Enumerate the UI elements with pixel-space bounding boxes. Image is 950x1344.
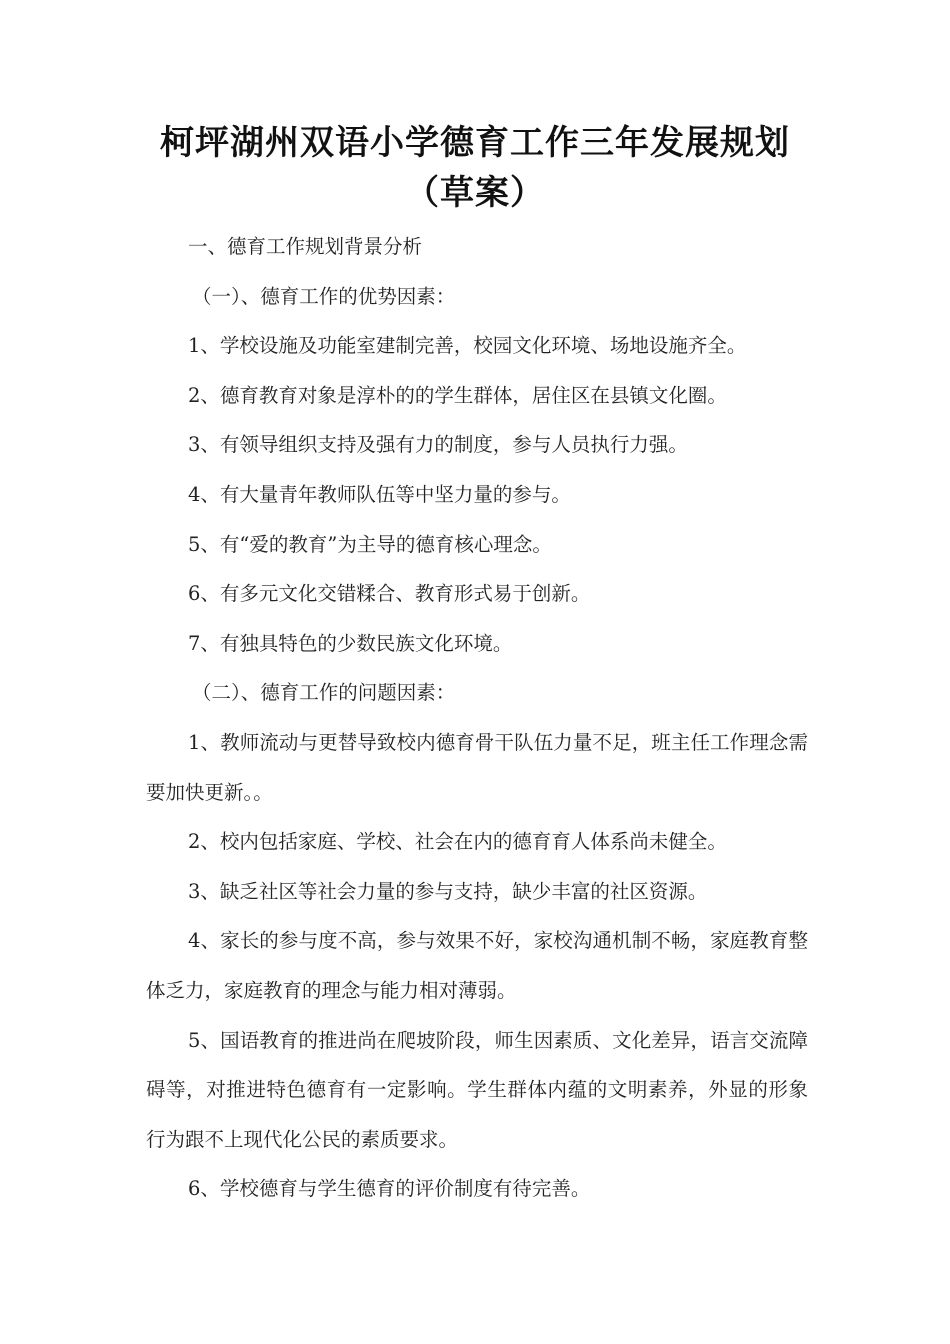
advantage-item: 5、有“爱的教育”为主导的德育核心理念。 xyxy=(188,532,552,556)
subsection-heading-problems: （二）、德育工作的问题因素： xyxy=(192,681,456,705)
subsection-heading-advantages: （一）、德育工作的优势因素： xyxy=(192,284,456,308)
title-line-main: 柯坪湖州双语小学德育工作三年发展规划 xyxy=(160,123,790,163)
title-line-draft: （草案） xyxy=(405,173,545,213)
document-body xyxy=(146,222,808,1214)
problem-item: 5、国语教育的推进尚在爬坡阶段，师生因素质、文化差异，语言交流障碍等，对推进特色德育有一定影响。学生群体内蕴的文明素养，外显的形象行为跟不上现代化公民的素质要求。 xyxy=(146,1028,808,1151)
advantage-item: 7、有独具特色的少数民族文化环境。 xyxy=(188,631,513,655)
problem-item: 4、家长的参与度不高，参与效果不好，家校沟通机制不畅，家庭教育整体乏力，家庭教育的理念与能力相对薄弱。 xyxy=(146,929,808,1002)
document-title xyxy=(140,118,810,218)
problem-item: 2、校内包括家庭、学校、社会在内的德育育人体系尚未健全。 xyxy=(188,830,727,854)
section-heading-background: 一、德育工作规划背景分析 xyxy=(188,235,423,258)
advantage-item: 2、德育教育对象是淳朴的的学生群体，居住区在县镇文化圈。 xyxy=(188,383,727,407)
problem-item: 1、教师流动与更替导致校内德育骨干队伍力量不足，班主任工作理念需要加快更新。。 xyxy=(146,730,808,804)
problem-item: 6、学校德育与学生德育的评价制度有待完善。 xyxy=(188,1177,591,1201)
advantage-item: 3、有领导组织支持及强有力的制度，参与人员执行力强。 xyxy=(188,433,688,457)
advantage-item: 1、学校设施及功能室建制完善，校园文化环境、场地设施齐全。 xyxy=(188,334,747,358)
advantage-item: 6、有多元文化交错糅合、教育形式易于创新。 xyxy=(188,582,591,606)
problem-item: 3、缺乏社区等社会力量的参与支持，缺少丰富的社区资源。 xyxy=(188,879,708,903)
advantage-item: 4、有大量青年教师队伍等中坚力量的参与。 xyxy=(188,482,571,506)
